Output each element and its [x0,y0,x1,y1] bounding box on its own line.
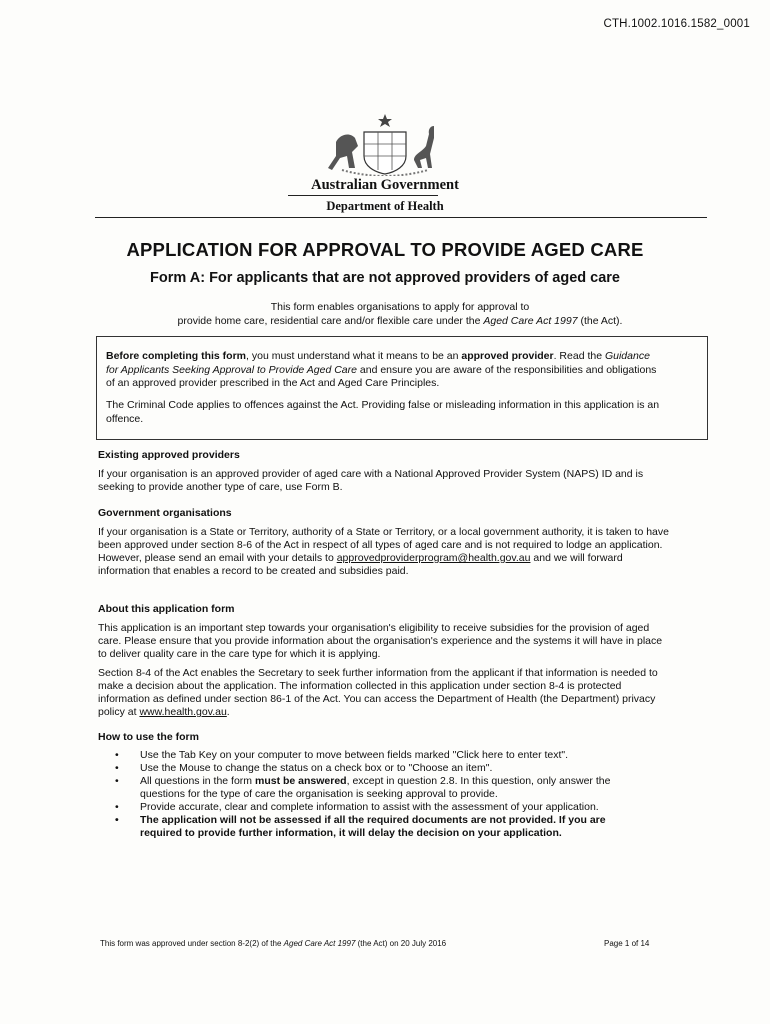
intro-text [100,300,700,328]
list-item [115,814,645,840]
guidance-document-title: Guidance for Applicants Seeking Approval to Provide Aged Care [106,350,650,376]
section-heading-about: About this application form [98,603,235,615]
bullet: • [115,814,119,826]
intro-text-fragment: (the Act). [577,315,623,327]
page-title: APPLICATION FOR APPROVAL TO PROVIDE AGED CARE [126,239,644,260]
footer-text: This form was approved under section 8-2(2) of the [100,939,284,948]
section-text: . [226,706,230,718]
notice-emphasis: approved provider [461,350,554,362]
list-item-text: Provide accurate, clear and complete information to assist with the assessment of your application. [140,801,599,813]
department-name: Department of Health [326,199,444,213]
section-body-existing: If your organisation is an approved provider of aged care with a National Approved Provider System (NAPS) ID and is seeking to provide another type of care, use Form B. [98,468,644,493]
coat-of-arms-icon [322,112,448,176]
list-item-text: All questions in the form [140,775,255,787]
notice-paragraph [106,350,662,391]
notice-text: . Read the [553,350,605,362]
bullet: • [115,749,119,761]
section-body-about-2 [98,667,670,719]
section-body-about-1: This application is an important step towards your organisation's eligibility to receive subsidies for the provision of aged care. Please ensure that you provide information about the organisation's experience and the systems it will have in place to deliver quality care in the care type for which it is applying. [98,622,663,660]
footer-act-name: Aged Care Act 1997 [283,939,356,948]
title-divider [95,217,707,218]
section-body-government [98,526,670,578]
list-item-emphasis: must be answered [254,775,347,787]
intro-text-fragment: provide home care, residential care and/or flexible care under the [177,315,484,327]
howto-list [115,749,645,840]
intro-line-1: This form enables organisations to apply for approval to [270,301,530,313]
header-divider [288,195,438,196]
footer-approval-note [100,939,446,948]
list-item [115,762,645,775]
list-item-text: Use the Mouse to change the status on a check box or to "Choose an item". [140,762,493,774]
list-item-text: The application will not be assessed if all the required documents are not provided. If you are required to provide further information, it will delay the decision on your application. [140,814,606,839]
notice-emphasis: Before completing this form [106,350,247,362]
list-item [115,801,645,814]
website-link[interactable]: www.health.gov.au [139,706,227,718]
footer-text: (the Act) on 20 July 2016 [355,939,447,948]
section-heading-howto: How to use the form [98,731,199,743]
list-item [115,749,645,762]
section-text: If your organisation is a State or Territory, authority of a State or Territory, or a local government authority, it is taken to have been approved under section 8-6 of the Act in respect of all types of aged care and is not required to lodge an application. However, please send an email with your details to [98,526,669,564]
section-heading-government: Government organisations [98,507,232,519]
criminal-code-notice: The Criminal Code applies to offences against the Act. Providing false or misleading information in this application is an offence. [106,399,660,425]
list-item-text: Use the Tab Key on your computer to move between fields marked "Click here to enter text". [140,749,569,761]
government-name: Australian Government [311,177,459,193]
document-reference: CTH.1002.1016.1582_0001 [603,18,750,30]
intro-line-2 [100,314,700,328]
notice-text: and ensure you are aware of the responsibilities and obligations of an approved provider prescribed in the Act and Aged Care Principles. [106,363,657,389]
list-item [115,775,645,801]
section-text: and we will forward information that enables a record to be created and subsidies paid. [98,552,623,577]
bullet: • [115,801,119,813]
page-number: Page 1 of 14 [604,939,650,948]
form-subtitle: Form A: For applicants that are not approved providers of aged care [150,270,620,286]
act-name: Aged Care Act 1997 [483,315,578,327]
notice-text: , you must understand what it means to be an [246,350,462,362]
section-heading-existing: Existing approved providers [98,449,240,461]
bullet: • [115,762,119,774]
email-link[interactable]: approvedproviderprogram@health.gov.au [336,552,531,564]
section-text: Section 8-4 of the Act enables the Secretary to seek further information from the applicant if that information is needed to make a decision about the application. The information collected in this application under section 8-4 is protected information as defined under section 86-1 of the Act. You can access the Department of Health (the Department) privacy policy at [98,667,658,718]
bullet: • [115,775,119,787]
list-item-text: , except in question 2.8. In this question, only answer the questions for the type of care the organisation is seeking approval to provide. [140,775,611,800]
